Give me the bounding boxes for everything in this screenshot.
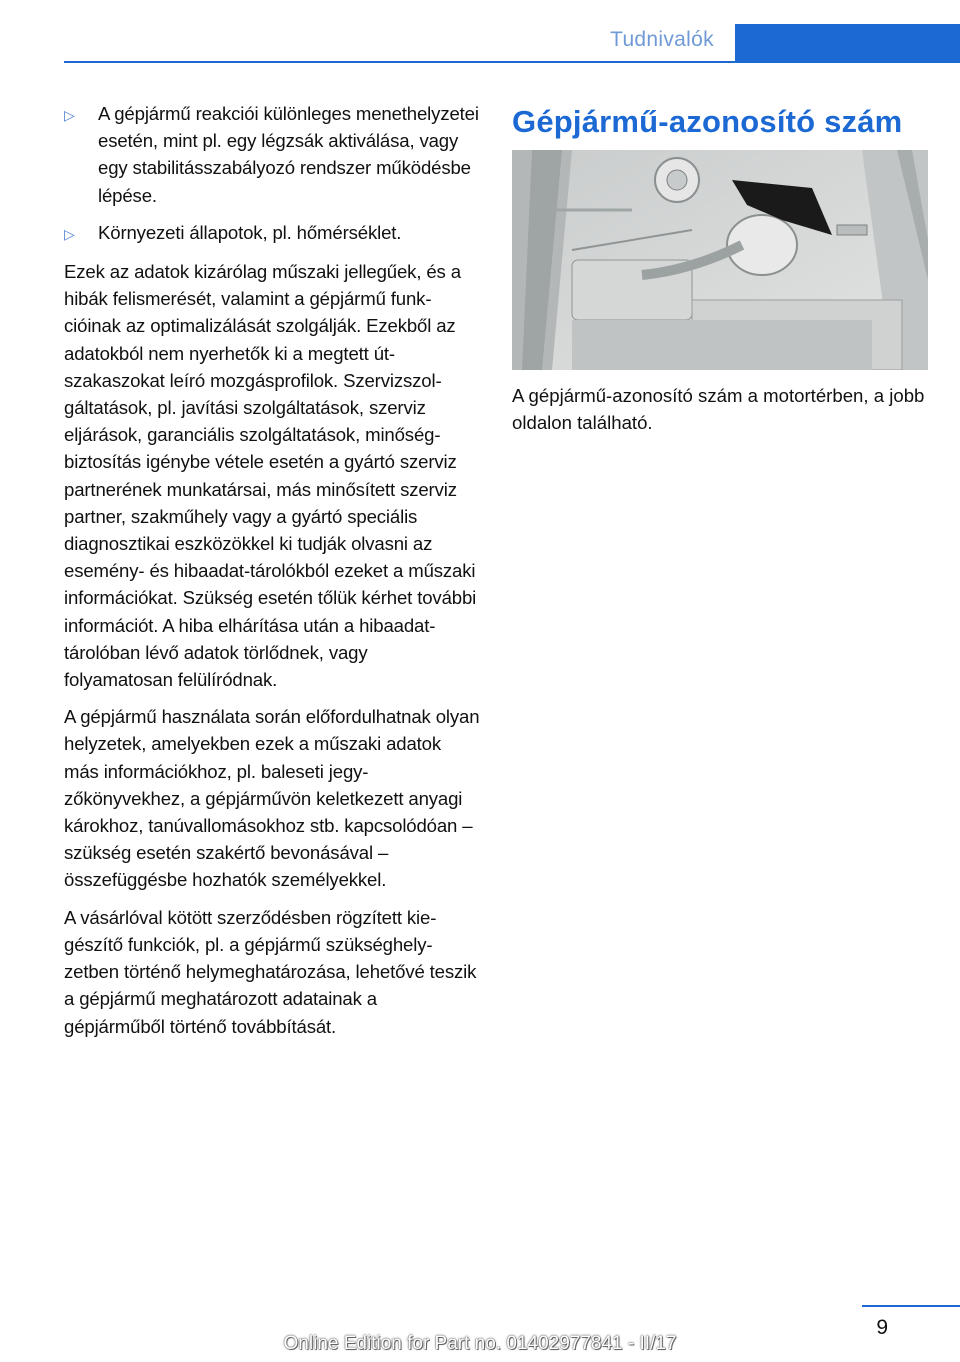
triangle-right-outline-icon: ▷ — [64, 225, 75, 242]
engine-bay-photo — [512, 150, 928, 370]
header-rule — [64, 61, 960, 63]
image-caption: A gépjármű-azonosító szám a motortérben, a jobb oldalon található. — [512, 385, 925, 434]
page-number: 9 — [876, 1316, 888, 1339]
footer-rule — [862, 1305, 960, 1307]
bullet-text: A gépjármű reakciói különleges menethelyzetei esetén, mint pl. egy légzsák aktiválása, vagy egy stabilitásszabályozó rendszer működésbe lépése. — [98, 103, 479, 206]
edition-watermark: Online Edition for Part no. 01402977841 - II/17 — [283, 1333, 677, 1354]
bullet-item — [64, 219, 480, 248]
left-column — [64, 100, 480, 1050]
paragraph: Ezek az adatok kizárólag műszaki jellegűek, és a hibák felismerését, valamint a gépjármű funkcióinak az optimalizálását szolgálják. Ezekből az adatokból nem nyerhetők ki a megtett útszakaszokat leíró mozgásprofilok. Szervizszolgáltatások, pl. javítási szolgáltatások, szerviz eljárások, garanciális szolgáltatások, minőségbiztosítás igénybe vétele esetén a gyártó szerviz partnerének munkatársai, más minősített szerviz partner, szakműhely vagy a gyártó speciális diagnosztikai eszközökkel ki tudják olvasni az esemény- és hibaadat-tárolókból ezeket a műszaki információkat. Szükség esetén tőlük kérhet további információt. A hiba elhárítása után a hibaadat-tárolóban lévő adatok törlődnek, vagy folyamatosan felülíródnak. — [64, 261, 477, 691]
bullet-item — [64, 100, 480, 209]
bullet-text: Környezeti állapotok, pl. hőmérséklet. — [98, 221, 402, 243]
paragraph: A gépjármű használata során előfordulhatnak olyan helyzetek, amelyekben ezek a műszaki adatok más információkhoz, pl. baleseti jegyzőkönyvekhez, a gépjárművön keletkezett anyagi károkhoz, tanúvallomásokhoz stb. kapcsolódóan – szükség esetén szakértő bevonásával – összefüggésbe hozhatók személyekkel. — [64, 706, 480, 891]
triangle-right-outline-icon: ▷ — [64, 107, 75, 123]
right-column — [512, 100, 928, 436]
header-tab — [735, 24, 960, 61]
section-title: Gépjármű-azonosító szám — [512, 104, 903, 139]
chapter-title: Tudnivalók — [610, 28, 714, 51]
paragraph: A vásárlóval kötött szerződésben rögzített kiegészítő funkciók, pl. a gépjármű szükséghelyzetben történő helymeghatározása, lehetővé teszik a gépjármű meghatározott adatainak a gépjárműből történő továbbítását. — [64, 906, 477, 1037]
